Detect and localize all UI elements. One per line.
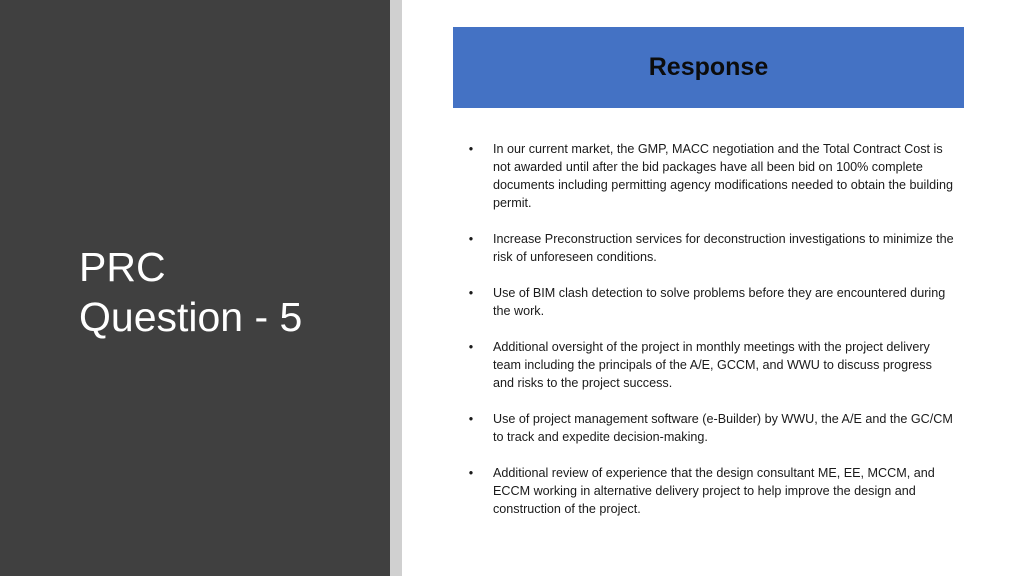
bullet-marker: • bbox=[468, 286, 474, 300]
bullet-item-3 bbox=[465, 284, 955, 320]
title-panel bbox=[0, 0, 390, 576]
slide-title-line-2: Question - 5 bbox=[79, 294, 303, 340]
bullet-text-3: Use of BIM clash detection to solve problems before they are encountered during the work. bbox=[493, 286, 946, 318]
response-heading: Response bbox=[648, 53, 769, 81]
bullet-marker: • bbox=[468, 142, 474, 156]
slide-title bbox=[79, 242, 302, 342]
bullet-marker: • bbox=[468, 466, 474, 480]
bullet-marker: • bbox=[468, 340, 474, 354]
bullet-text-5: Use of project management software (e-Builder) by WWU, the A/E and the GC/CM to track and expedite decision-making. bbox=[493, 412, 953, 444]
bullet-item-4 bbox=[465, 338, 955, 392]
bullet-text-6: Additional review of experience that the design consultant ME, EE, MCCM, and ECCM working in alternative delivery project to help improve the design and construction of the project. bbox=[493, 466, 935, 516]
bullet-marker: • bbox=[468, 412, 474, 426]
divider-stripe bbox=[390, 0, 402, 576]
bullet-item-1 bbox=[465, 140, 955, 212]
slide-title-line-1: PRC bbox=[79, 244, 166, 290]
bullet-text-4: Additional oversight of the project in monthly meetings with the project delivery team including the principals of the A/E, GCCM, and WWU to discuss progress and risks to the project success. bbox=[493, 340, 932, 390]
bullet-item-2 bbox=[465, 230, 955, 266]
response-bullet-list bbox=[465, 140, 955, 536]
bullet-text-1: In our current market, the GMP, MACC negotiation and the Total Contract Cost is not awarded until after the bid packages have all been bid on 100% complete documents including permitting agency modifications needed to obtain the building permit. bbox=[493, 142, 953, 210]
bullet-item-6 bbox=[465, 464, 955, 518]
bullet-item-5 bbox=[465, 410, 955, 446]
bullet-marker: • bbox=[468, 232, 474, 246]
bullet-text-2: Increase Preconstruction services for deconstruction investigations to minimize the risk of unforeseen conditions. bbox=[493, 232, 954, 264]
response-header bbox=[453, 27, 964, 108]
